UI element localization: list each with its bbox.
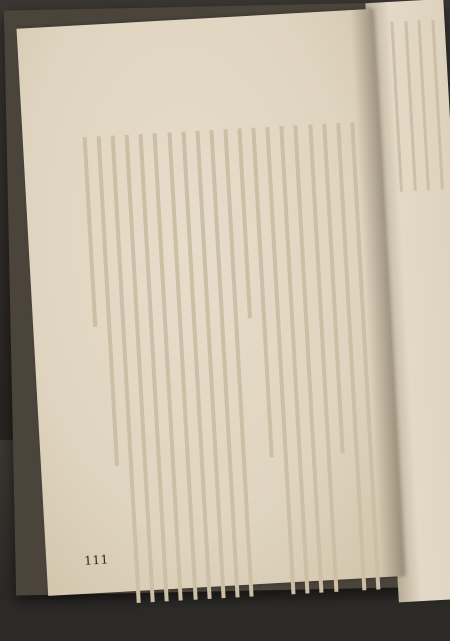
text-line	[181, 132, 211, 599]
text-line	[237, 128, 252, 318]
text-line	[223, 129, 253, 596]
text-line	[294, 125, 324, 592]
text-line	[266, 127, 296, 594]
text-line	[111, 135, 141, 602]
text-line	[83, 137, 98, 327]
page-number: 111	[83, 552, 110, 568]
text-line	[125, 135, 155, 602]
text-line	[153, 133, 183, 600]
vertical-text-columns	[83, 122, 382, 636]
right-page-text	[390, 19, 444, 201]
text-line	[195, 131, 225, 598]
text-line	[139, 134, 169, 601]
text-line	[167, 132, 197, 599]
text-line	[280, 126, 310, 593]
text-line	[404, 21, 416, 191]
text-line	[308, 124, 338, 591]
open-book	[4, 1, 450, 595]
text-line	[209, 130, 239, 597]
text-line	[390, 22, 402, 192]
left-page	[17, 9, 404, 596]
text-line	[418, 20, 430, 190]
text-line	[431, 19, 443, 189]
